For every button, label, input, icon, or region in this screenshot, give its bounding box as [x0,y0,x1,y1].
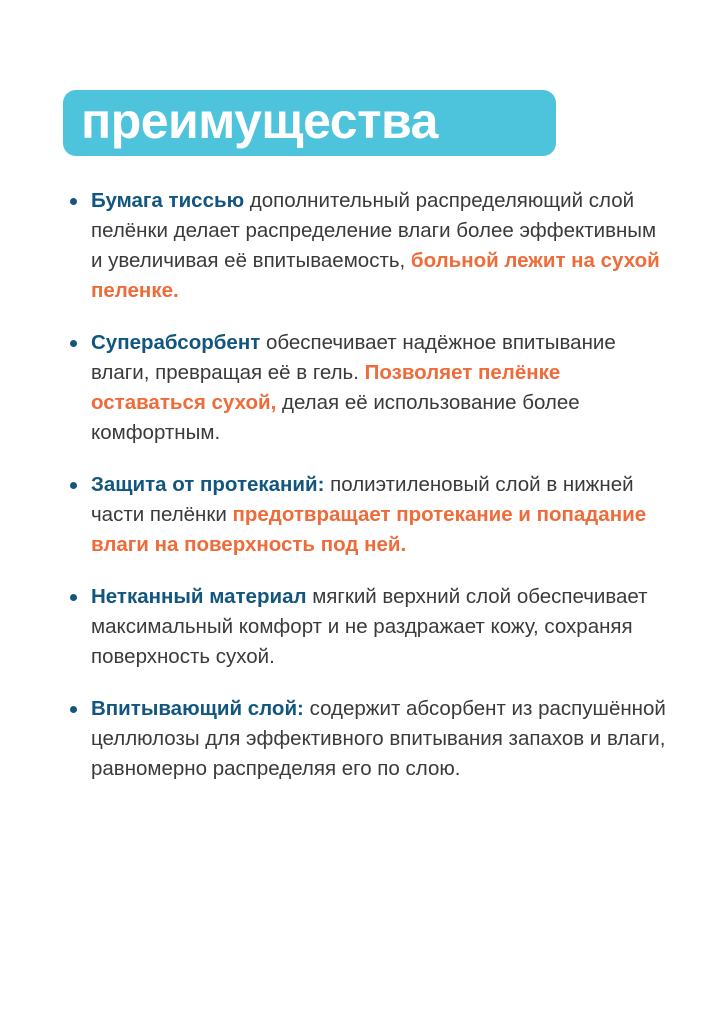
bullet-dot-icon [70,198,77,205]
benefit-segment-lead: Суперабсорбент [91,331,261,354]
benefit-item-leak-protection [63,470,671,560]
bullet-dot-icon [70,594,77,601]
benefits-list [63,186,671,784]
bullet-dot-icon [70,482,77,489]
page-title: преимущества [81,93,438,149]
benefit-item-nonwoven-material [63,582,671,672]
benefit-text [91,186,671,306]
benefit-item-tissue-paper [63,186,671,306]
benefit-segment-body: содержит абсорбент из распушённой целлюлозы для эффективного впитывания запахов и влаги, равномерно распределяя его по слою. [91,697,666,780]
benefit-segment-body: мягкий верхний слой обеспечивает максимальный комфорт и не раздражает кожу, сохраняя поверхность сухой. [91,585,648,668]
bullet-dot-icon [70,340,77,347]
benefit-segment-lead: Впитывающий слой: [91,697,304,720]
benefit-segment-body: делая её использование более комфортным. [91,391,580,444]
page-title-badge [63,90,556,156]
benefit-segment-lead: Бумага тиссью [91,189,245,212]
benefit-text [91,582,671,672]
benefit-segment-lead: Нетканный материал [91,585,307,608]
benefit-text [91,470,671,560]
benefit-text [91,328,671,448]
benefit-segment-accent: предотвращает протекание и попадание влаги на поверхность под ней. [91,503,647,556]
benefit-segment-lead: Защита от протеканий: [91,473,325,496]
benefit-item-absorbent-layer [63,694,671,784]
benefit-segment-accent: Позволяет пелёнке оставаться сухой, [91,361,561,414]
benefit-segment-body: полиэтиленовый слой в нижней части пелёнки [91,473,634,526]
benefit-segment-body: обеспечивает надёжное впитывание влаги, превращая её в гель. [91,331,616,384]
benefit-text [91,694,671,784]
benefit-segment-body: дополнительный распределяющий слой пелёнки делает распределение влаги более эффективным и увеличивая её впитываемость, [91,189,657,272]
benefit-segment-accent: больной лежит на сухой пеленке. [91,249,660,302]
benefit-item-superabsorbent [63,328,671,448]
bullet-dot-icon [70,706,77,713]
